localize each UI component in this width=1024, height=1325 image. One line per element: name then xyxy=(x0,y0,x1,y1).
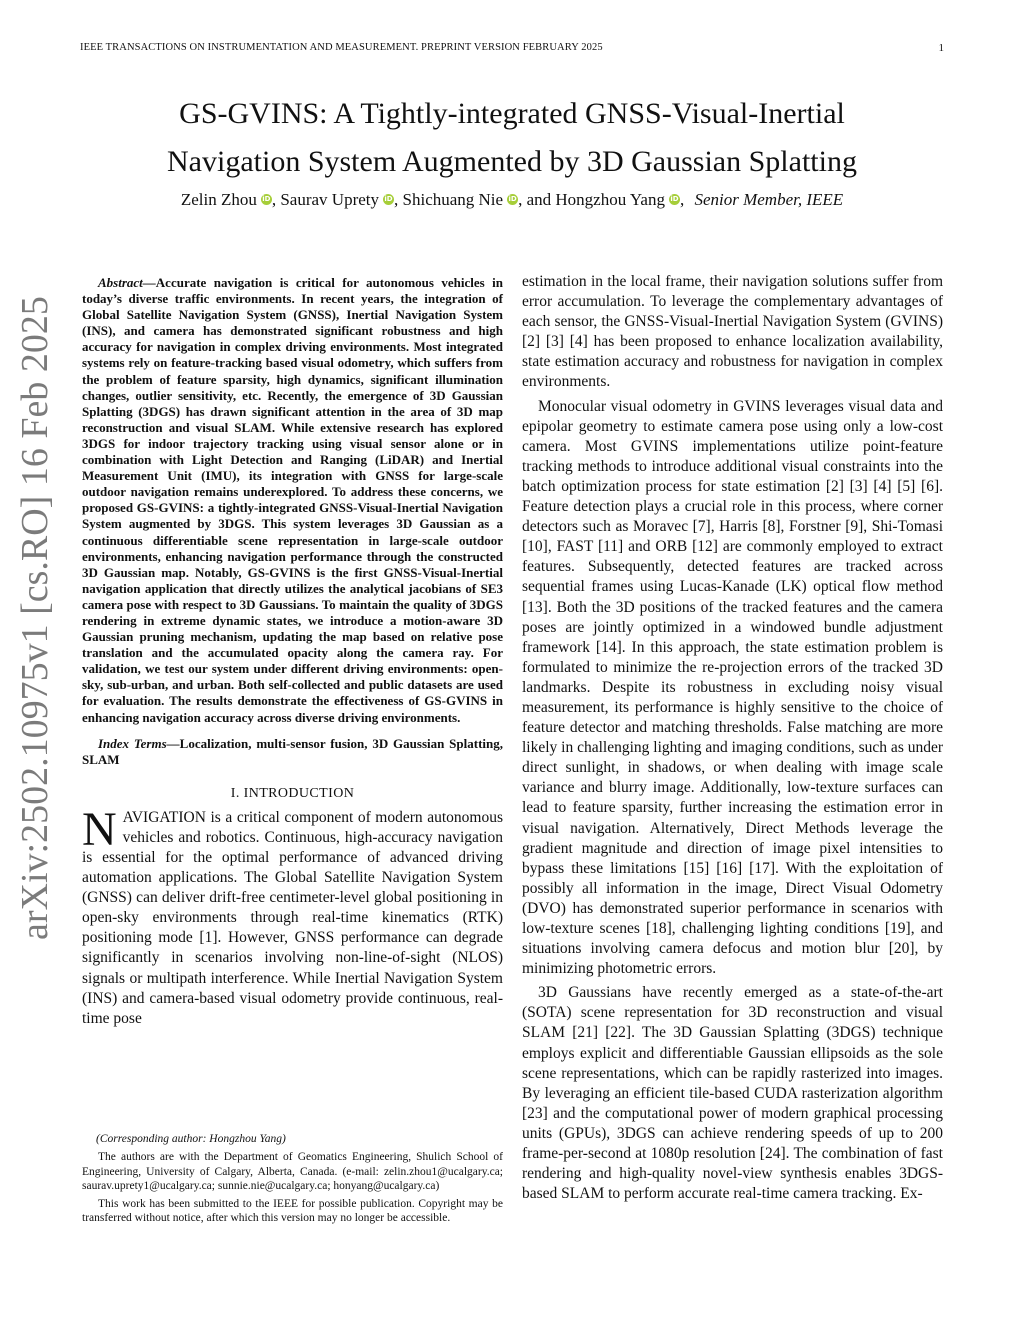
first-word: AVIGATION xyxy=(122,808,206,826)
drop-cap: N xyxy=(82,802,117,856)
title-line-2: Navigation System Augmented by 3D Gaussian Splatting xyxy=(167,145,857,178)
index-terms-text: Localization, multi-sensor fusion, 3D Gaussian Splatting, SLAM xyxy=(82,735,504,767)
corresponding-author: (Corresponding author: Hongzhou Yang) xyxy=(96,1133,286,1145)
body-paragraph xyxy=(522,983,943,1204)
index-terms xyxy=(82,736,503,768)
body-paragraph: estimation in the local frame, their navigation solutions suffer from error accumulation. To leverage the complementary advantages of each sensor, the GNSS-Visual-Inertial Navigation System (GVINS) [2] [3] [4] has been proposed to enhance localization availability, state estimation accuracy and robustness for navigation in complex environments. xyxy=(522,273,943,391)
abstract-lead: Abstract— xyxy=(98,275,156,290)
affiliation-text: The authors are with the Department of Geomatics Engineering, Shulich School of Engineering, University of Calgary, Alberta, Canada. (e-mail: zelin.zhou1@ucalgary.ca; saurav.uprety1@ucalgary.ca; sunnie.nie@ucalgary.ca; honyang@ucalgary.ca) xyxy=(82,1151,503,1192)
paragraph-text: 3D Gaussians have recently emerged as a state-of-the-art (SOTA) scene representation for 3D reconstruction and visual SLAM [21] [22]. The 3D Gaussian Splatting (3DGS) technique employs explicit and differentiable Gaussian ellipsoids as the sole scene representations, which can be rapidly rasterized into images. By leveraging an efficient tile-based CUDA rasterization algorithm [23] and the computational power of modern graphical processing units (GPUs), 3DGS can achieve rendering speeds of up to 200 frame-per-second at 1080p resolution [24]. The combination of fast rendering and high-quality novel-view synthesis enables 3DGS-based SLAM to perform accurate real-time camera tracking. Ex- xyxy=(522,984,943,1203)
abstract-text: Accurate navigation is critical for autonomous vehicles in today’s diverse traffic environments. In recent years, the integration of Global Satellite Navigation System (GNSS), Inertial Navigation System (INS), and camera has demonstrated significant robustness and high accuracy for navigation in complex driving environments. Most integrated systems rely on feature-tracking based visual odometry, which suffers from the problem of feature sparsity, high dynamics, significant illumination changes, outlier sensitivity, etc. Recently, the emergence of 3D Gaussian Splatting (3DGS) has drawn significant attention in the area of 3D map reconstruction and visual SLAM. While extensive research has explored 3DGS for indoor trajectory tracking using visual sensor alone or in combination with Light Detection and Ranging (LiDAR) and Inertial Measurement Unit (IMU), its integration with GNSS for large-scale outdoor navigation remains underexplored. To address these concerns, we proposed GS-GVINS: a tightly-integrated GNSS-Visual-Inertial Navigation System augmented by 3DGS. This system leverages 3D Gaussian as a continuous differentiable scene representation in large-scale outdoor environments, enhancing navigation performance through the constructed 3D Gaussian map. Notably, GS-GVINS is the first GNSS-Visual-Inertial navigation application that directly utilizes the analytical jacobians of SE3 camera pose with respect to 3D Gaussians. To maintain the quality of 3DGS rendering in extreme dynamic states, we introduce a motion-aware 3D Gaussian pruning mechanism, updating the map based on relative pose translation and the accumulated opacity along the camera ray. For validation, we test our system under different driving environments: open-sky, sub-urban, and urban. Both self-collected and public datasets are used for evaluation. The results demonstrate the effectiveness of GS-GVINS in enhancing navigation accuracy across diverse driving environments. xyxy=(82,275,503,725)
running-head: IEEE TRANSACTIONS ON INSTRUMENTATION AND MEASUREMENT. PREPRINT VERSION FEBRUARY 2025 xyxy=(80,42,603,53)
paragraph-text: Monocular visual odometry in GVINS leverages visual data and epipolar geometry to estimate camera pose using only a low-cost camera. Most GVINS implementations utilize point-feature tracking methods to introduce additional visual constraints into the batch optimization process for state estimation [2] [3] [4] [5] [6]. Feature detection plays a crucial role in this process, where corner detectors such as Moravec [7], Harris [8], Forstner [9], Shi-Tomasi [10], FAST [11] and ORB [12] are commonly employed to extract features. Subsequently, detected features are tracked across sequential frames using Lucas-Kanade (LK) optical flow method [13]. Both the 3D positions of the tracked features and the camera poses are jointly optimized in a windowed bundle adjustment framework [14]. In this approach, the state estimation problem is formulated to minimize the re-projection errors of the tracked 3D landmarks. Despite its robustness in excluding noisy visual measurement, its performance is highly sensitive to the choice of feature detector and matching thresholds. False matching are more likely in challenging lighting and imaging conditions, such as under direct sunlight, in shadows, or when dealing with image scale variance and blurry image. Additionally, low-texture surfaces can lead to feature sparsity, further increasing the estimation error in visual navigation. Alternatively, Direct Methods leverage the gradient magnitude and direction of image pixel intensities to bypass these limitations [15] [16] [17]. With the exploitation of possibly all information in the image, Direct Visual Odometry (DVO) has demonstrated superior performance in scenarios with low-texture scenes [18], challenging lighting conditions [19], and situations involving camera defocus and motion blur [20], by minimizing photometric errors. xyxy=(522,397,944,978)
abstract xyxy=(82,275,503,726)
orcid-icon[interactable]: iD xyxy=(670,195,679,203)
footnotes xyxy=(82,1132,503,1230)
orcid-icon[interactable]: iD xyxy=(384,195,393,203)
author-name: Zelin Zhou xyxy=(180,190,257,209)
author-name: Shichuang Nie xyxy=(402,190,504,209)
left-column xyxy=(82,275,503,1029)
body-paragraph xyxy=(522,397,943,980)
intro-text: is a critical component of modern autonomous vehicles and robotics. Continuous, high-accuracy navigation is essential for the optimal performance of advanced driving automation applications. The Global Satellite Navigation System (GNSS) can deliver drift-free centimeter-level global positioning in open-sky environments through real-time kinematics (RTK) positioning mode [1]. However, GNSS performance can degrade significantly in scenarios involving non-line-of-sight (NLOS) signals or multipath interference. While Inertial Navigation System (INS) and camera-based visual odometry provide continuous, real-time pose xyxy=(82,808,503,1027)
author-name: Saurav Uprety xyxy=(280,190,380,209)
author-membership: Senior Member, IEEE xyxy=(694,190,844,209)
title-line-1: GS-GVINS: A Tightly-integrated GNSS-Visual-Inertial xyxy=(179,97,845,130)
paper-title xyxy=(80,90,944,186)
affiliation-note xyxy=(82,1150,503,1193)
intro-paragraph xyxy=(82,802,503,1029)
author-name: and Hongzhou Yang xyxy=(526,190,665,209)
submission-text: This work has been submitted to the IEEE for possible publication. Copyright may be transferred without notice, after which this version may no longer be accessible. xyxy=(82,1198,503,1225)
arxiv-stamp[interactable]: arXiv:2502.10975v1 [cs.RO] 16 Feb 2025 xyxy=(14,296,56,940)
page-number: 1 xyxy=(938,42,944,54)
orcid-icon[interactable]: iD xyxy=(508,195,517,203)
index-terms-lead: Index Terms— xyxy=(98,735,180,751)
section-heading: I. INTRODUCTION xyxy=(230,785,355,801)
submission-note xyxy=(82,1197,503,1226)
right-column xyxy=(522,272,943,1208)
orcid-icon[interactable]: iD xyxy=(262,195,271,203)
author-list: Zelin Zhou iD, Saurav Uprety iD, Shichuang Nie iD, and Hongzhou Yang iD, Senior Member, IEEE xyxy=(180,190,844,209)
